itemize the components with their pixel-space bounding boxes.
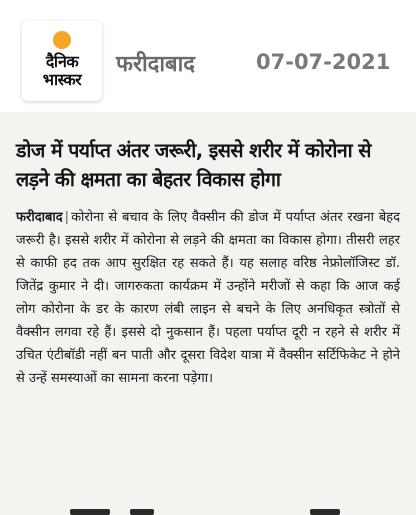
- article-text: कोरोना से बचाव के लिए वैक्सीन की डोज में पर्याप्त अंतर रखना बेहद जरूरी है। इससे शरीर में कोरोना से लड़ने की क्षमता का विकास होगा। तीसरी लहर से काफी हद तक आप सुरक्षित रह सकते हैं। यह सलाह वरिष्ठ नेफ्रोलॉजिस्ट डॉ. जितेंद्र कुमार ने दी। जागरुकता कार्यक्रम में उन्होंने मरीजों से कहा कि आज कई लोग कोरोना के डर के कारण लंबी लाइन से बचने के लिए अनधिकृत स्त्रोतों से वैक्सीन लगवा रहे हैं। इससे दो नुकसान हैं। पहला पर्याप्त दूरी न रहने से शरीर में उचित एंटीबॉडी नहीं बन पाती और दूसरा विदेश यात्रा में वैक्सीन सर्टिफिकेट ने होने से उन्हें समस्याओं का सामना करना पड़ेगा।: [16, 210, 400, 386]
- dainik-bhaskar-logo[interactable]: [22, 21, 102, 101]
- article-dateline: फरीदाबाद: [16, 210, 63, 225]
- page-header: [0, 0, 416, 112]
- dateline-separator: |: [64, 210, 70, 225]
- article-headline: डोज में पर्याप्त अंतर जरूरी, इससे शरीर में कोरोना से लड़ने की क्षमता का बेहतर विकास होगा: [16, 139, 371, 191]
- edition-date: 07-07-2021: [256, 50, 391, 74]
- sun-icon: [53, 31, 71, 49]
- edition-city: फरीदाबाद: [116, 52, 195, 77]
- logo-text-line2: भास्कर: [42, 70, 82, 89]
- cut-off-next-line: [60, 500, 360, 515]
- article-body: [16, 206, 400, 390]
- logo-text-line1: दैनिक: [45, 52, 79, 71]
